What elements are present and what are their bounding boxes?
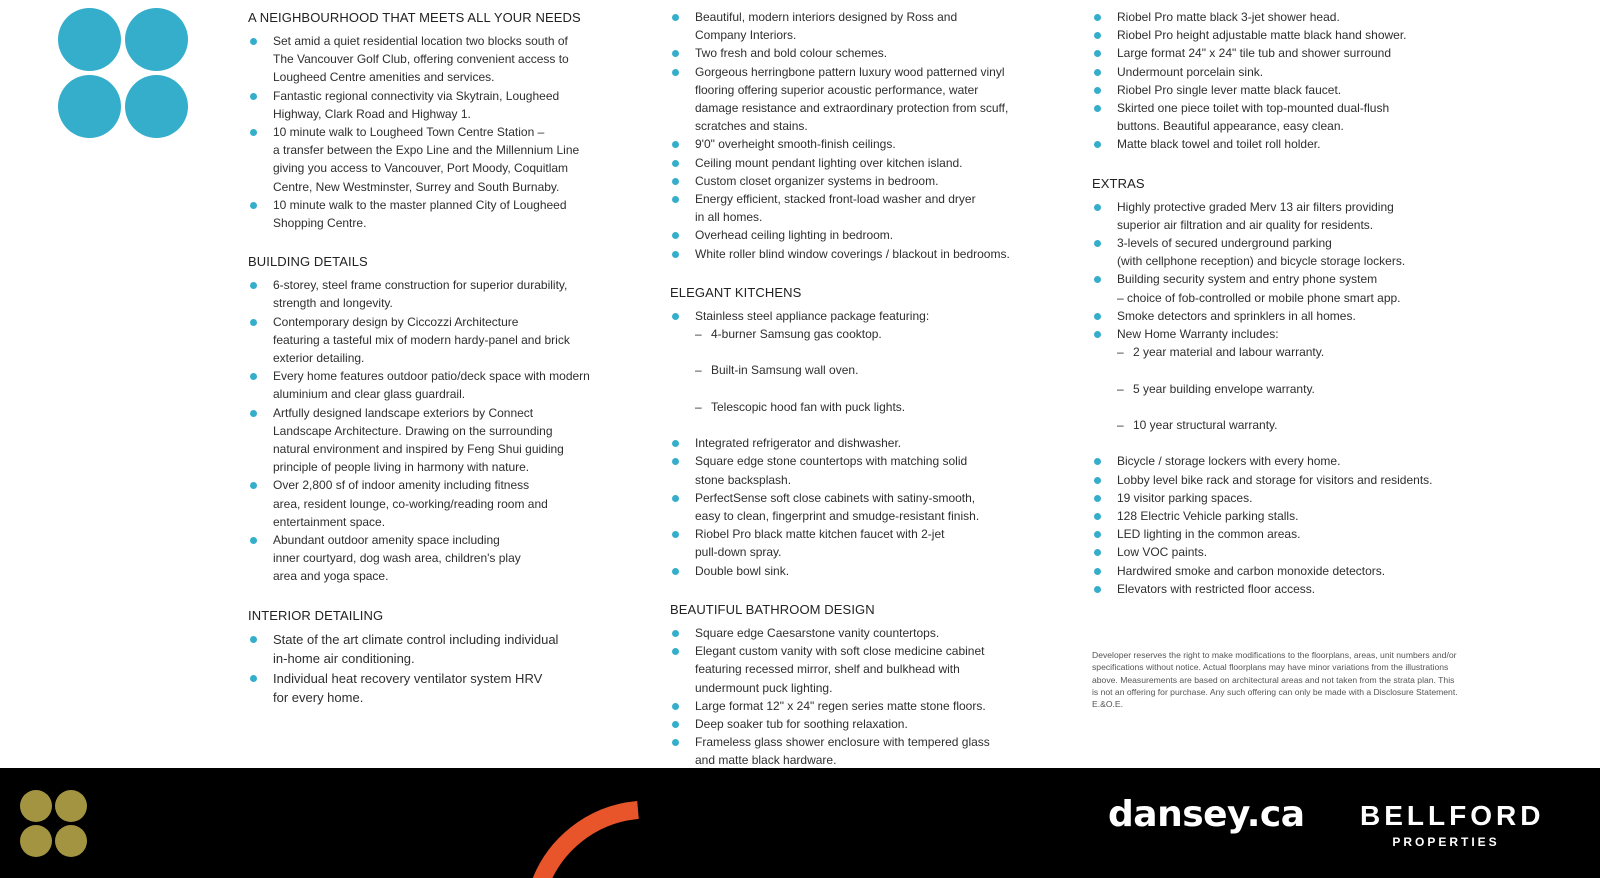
brand-tagline: PROPERTIES (1392, 835, 1500, 849)
bullet-dot-icon (1094, 204, 1101, 211)
bullet-dot-icon (1094, 549, 1101, 556)
list-item: State of the art climate control including individual in-home air conditioning. (248, 630, 628, 669)
bullet-dot-icon (672, 739, 679, 746)
list-item: Ceiling mount pendant lighting over kitchen island. (670, 154, 1075, 172)
list-item: Overhead ceiling lighting in bedroom. (670, 226, 1075, 244)
bullet-dot-icon (250, 373, 257, 380)
list-item: Square edge stone countertops with matching solid stone backsplash. (670, 452, 1075, 488)
list-item: Riobel Pro black matte kitchen faucet with 2-jet pull-down spray. (670, 525, 1075, 561)
brand-name: BELLFORD (1360, 800, 1545, 831)
bullet-dot-icon (1094, 50, 1101, 57)
bullet-dot-icon (250, 282, 257, 289)
bullet-dot-icon (250, 410, 257, 417)
column-middle (670, 8, 1075, 792)
bullet-dot-icon (1094, 276, 1101, 283)
sub-item: – 2 year material and labour warranty. (1117, 343, 1492, 361)
bullet-dot-icon (672, 160, 679, 167)
list-item: 19 visitor parking spaces. (1092, 489, 1492, 507)
list-extras (1092, 198, 1492, 598)
bullet-dot-icon (1094, 495, 1101, 502)
bullet-dot-icon (672, 630, 679, 637)
list-item: PerfectSense soft close cabinets with satiny-smooth, easy to clean, fingerprint and smudge-resistant finish. (670, 489, 1075, 525)
list-item: Matte black towel and toilet roll holder. (1092, 135, 1492, 153)
bullet-dot-icon (1094, 105, 1101, 112)
list-item: Undermount porcelain sink. (1092, 63, 1492, 81)
bullet-dot-icon (250, 93, 257, 100)
list-item: White roller blind window coverings / blackout in bedrooms. (670, 245, 1075, 263)
list-interior (248, 630, 628, 708)
list-item: Highly protective graded Merv 13 air filters providing superior air filtration and air quality for residents. (1092, 198, 1492, 234)
bullet-dot-icon (1094, 240, 1101, 247)
bullet-dot-icon (250, 537, 257, 544)
brand-logo (1360, 800, 1545, 849)
bullet-dot-icon (672, 50, 679, 57)
bullet-dot-icon (1094, 531, 1101, 538)
bullet-dot-icon (672, 458, 679, 465)
list-kitchens (670, 307, 1075, 580)
bullet-dot-icon (1094, 87, 1101, 94)
list-bathroom (670, 624, 1075, 770)
list-item: Smoke detectors and sprinklers in all homes. (1092, 307, 1492, 325)
list-item: Stainless steel appliance package featuring: – 4-burner Samsung gas cooktop. – Built-in Samsung wall oven. – Telescopic hood fan with puck lights. (670, 307, 1075, 434)
list-item: Bicycle / storage lockers with every home. (1092, 452, 1492, 470)
list-item: Abundant outdoor amenity space including inner courtyard, dog wash area, children's play area and yoga space. (248, 531, 628, 586)
sub-item: – 5 year building envelope warranty. (1117, 380, 1492, 398)
sub-item: – Telescopic hood fan with puck lights. (695, 398, 1075, 416)
list-item: Large format 24" x 24" tile tub and shower surround (1092, 44, 1492, 62)
bullet-dot-icon (672, 568, 679, 575)
list-item: Frameless glass shower enclosure with tempered glass and matte black hardware. (670, 733, 1075, 769)
bullet-dot-icon (672, 196, 679, 203)
heading-neighbourhood: A NEIGHBOURHOOD THAT MEETS ALL YOUR NEEDS (248, 10, 581, 25)
website-link[interactable]: dansey.ca (1108, 794, 1305, 835)
bullet-dot-icon (250, 202, 257, 209)
list-item: Riobel Pro height adjustable matte black hand shower. (1092, 26, 1492, 44)
sub-item: – Built-in Samsung wall oven. (695, 361, 1075, 379)
bullet-dot-icon (250, 129, 257, 136)
column-right (1092, 8, 1492, 620)
list-item: Elegant custom vanity with soft close medicine cabinet featuring recessed mirror, shelf and bulkhead with undermount puck lighting. (670, 642, 1075, 697)
bullet-dot-icon (1094, 513, 1101, 520)
bullet-dot-icon (672, 703, 679, 710)
bullet-dot-icon (1094, 477, 1101, 484)
list-item: 10 minute walk to the master planned City of Lougheed Shopping Centre. (248, 196, 628, 232)
list-item: Fantastic regional connectivity via Skytrain, Lougheed Highway, Clark Road and Highway 1. (248, 87, 628, 123)
list-item: New Home Warranty includes: – 2 year material and labour warranty. – 5 year building envelope warranty. – 10 year structural warranty. (1092, 325, 1492, 452)
list-item: Over 2,800 sf of indoor amenity including fitness area, resident lounge, co-working/reading room and entertainment space. (248, 476, 628, 531)
list-item: LED lighting in the common areas. (1092, 525, 1492, 543)
list-item: Every home features outdoor patio/deck space with modern aluminium and clear glass guardrail. (248, 367, 628, 403)
list-item: Square edge Caesarstone vanity countertops. (670, 624, 1075, 642)
bullet-dot-icon (672, 14, 679, 21)
bullet-dot-icon (672, 141, 679, 148)
list-item: Building security system and entry phone system – choice of fob-controlled or mobile phone smart app. (1092, 270, 1492, 306)
bullet-dot-icon (1094, 568, 1101, 575)
list-item: Artfully designed landscape exteriors by Connect Landscape Architecture. Drawing on the surrounding natural environment and inspired by Feng Shui guiding principle of people living in harmony with nature. (248, 404, 628, 477)
list-item: Deep soaker tub for soothing relaxation. (670, 715, 1075, 733)
bullet-dot-icon (672, 232, 679, 239)
bullet-dot-icon (1094, 586, 1101, 593)
list-item: Integrated refrigerator and dishwasher. (670, 434, 1075, 452)
list-item: 6-storey, steel frame construction for superior durability, strength and longevity. (248, 276, 628, 312)
four-circle-logo-icon (58, 8, 190, 140)
list-neighbourhood (248, 32, 628, 232)
heading-kitchens: ELEGANT KITCHENS (670, 284, 802, 300)
list-item: Skirted one piece toilet with top-mounted dual-flush buttons. Beautiful appearance, easy clean. (1092, 99, 1492, 135)
column-left (248, 8, 628, 730)
bullet-dot-icon (672, 178, 679, 185)
bullet-dot-icon (250, 482, 257, 489)
bullet-dot-icon (672, 251, 679, 258)
orange-arc-graphic (528, 800, 648, 878)
sub-item: – 4-burner Samsung gas cooktop. (695, 325, 1075, 343)
list-item: Large format 12" x 24" regen series matte stone floors. (670, 697, 1075, 715)
bullet-dot-icon (1094, 331, 1101, 338)
bullet-dot-icon (1094, 313, 1101, 320)
list-item: Contemporary design by Ciccozzi Architecture featuring a tasteful mix of modern hardy-panel and brick exterior detailing. (248, 313, 628, 368)
disclaimer-text: Developer reserves the right to make modifications to the floorplans, areas, unit numbers and/or specifications without notice. Actual floorplans may have minor variations from the illustrations above. Measurements are based on architectural areas and not taken from the strata plan. This is not an offering for purchase. Any such offering can only be made with a Disclosure Statement. E.&O.E. (1092, 650, 1458, 710)
list-item: Low VOC paints. (1092, 543, 1492, 561)
bullet-dot-icon (1094, 458, 1101, 465)
list-interior-continued (670, 8, 1075, 263)
bullet-dot-icon (1094, 14, 1101, 21)
bullet-dot-icon (672, 313, 679, 320)
heading-extras: EXTRAS (1092, 175, 1145, 191)
heading-bathroom: BEAUTIFUL BATHROOM DESIGN (670, 601, 875, 617)
list-item: Beautiful, modern interiors designed by Ross and Company Interiors. (670, 8, 1075, 44)
list-bathroom-continued (1092, 8, 1492, 154)
bullet-dot-icon (672, 648, 679, 655)
list-item: Gorgeous herringbone pattern luxury wood patterned vinyl flooring offering superior acoustic performance, water damage resistance and extraordinary protection from scuff, scratches and stains. (670, 63, 1075, 136)
bullet-dot-icon (672, 440, 679, 447)
list-item: 128 Electric Vehicle parking stalls. (1092, 507, 1492, 525)
list-item: Individual heat recovery ventilator system HRV for every home. (248, 669, 628, 708)
sub-item: – 10 year structural warranty. (1117, 416, 1492, 434)
list-item: Lobby level bike rack and storage for visitors and residents. (1092, 471, 1492, 489)
four-circle-logo-icon (20, 790, 88, 858)
bullet-dot-icon (250, 636, 257, 643)
list-item: Two fresh and bold colour schemes. (670, 44, 1075, 62)
list-item: Riobel Pro single lever matte black faucet. (1092, 81, 1492, 99)
list-item: Energy efficient, stacked front-load washer and dryer in all homes. (670, 190, 1075, 226)
list-item: Elevators with restricted floor access. (1092, 580, 1492, 598)
bullet-dot-icon (1094, 32, 1101, 39)
list-item: Set amid a quiet residential location two blocks south of The Vancouver Golf Club, offering convenient access to Lougheed Centre amenities and services. (248, 32, 628, 87)
bullet-dot-icon (672, 69, 679, 76)
heading-interior: INTERIOR DETAILING (248, 607, 384, 623)
list-item: Riobel Pro matte black 3-jet shower head. (1092, 8, 1492, 26)
bullet-dot-icon (1094, 141, 1101, 148)
bullet-dot-icon (250, 38, 257, 45)
footer-bar (0, 768, 1600, 878)
bullet-dot-icon (250, 319, 257, 326)
bullet-dot-icon (672, 531, 679, 538)
bullet-dot-icon (250, 675, 257, 682)
list-item: 3-levels of secured underground parking (with cellphone reception) and bicycle storage lockers. (1092, 234, 1492, 270)
bullet-dot-icon (672, 721, 679, 728)
heading-building: BUILDING DETAILS (248, 254, 368, 270)
list-item: Custom closet organizer systems in bedroom. (670, 172, 1075, 190)
list-item: 10 minute walk to Lougheed Town Centre Station – a transfer between the Expo Line and the Millennium Line giving you access to Vancouver, Port Moody, Coquitlam Centre, New Westminster, Surrey and South Burnaby. (248, 123, 628, 196)
list-item: Hardwired smoke and carbon monoxide detectors. (1092, 562, 1492, 580)
bullet-dot-icon (672, 495, 679, 502)
list-building (248, 276, 628, 585)
list-item: Double bowl sink. (670, 562, 1075, 580)
bullet-dot-icon (1094, 69, 1101, 76)
list-item: 9'0" overheight smooth-finish ceilings. (670, 135, 1075, 153)
